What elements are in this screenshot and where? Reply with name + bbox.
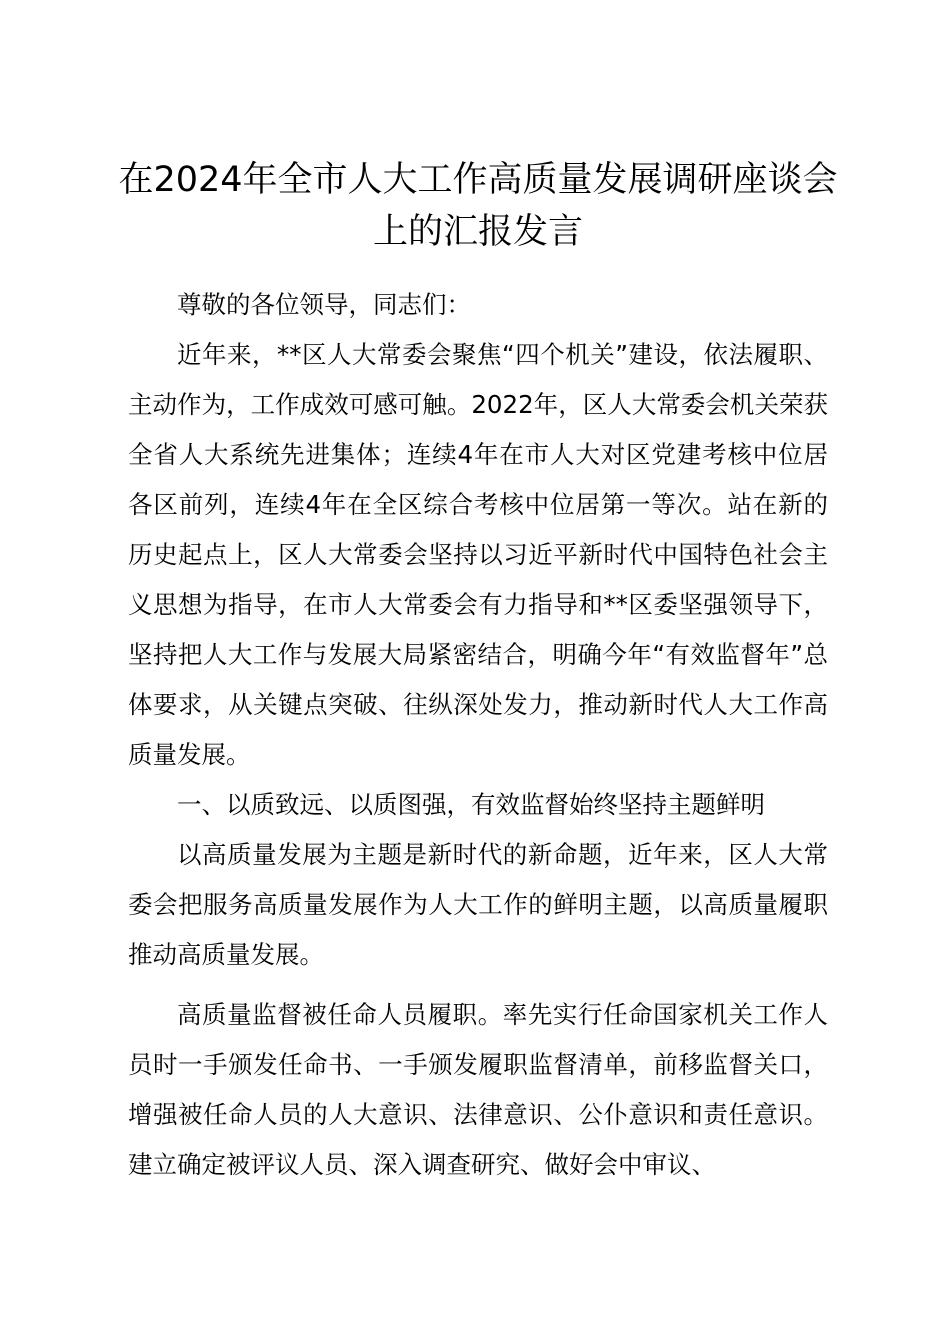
greeting-line: 尊敬的各位领导，同志们：: [177, 290, 471, 319]
document-page: [118, 0, 838, 1344]
paragraph-section-1-intro: 以高质量发展为主题是新时代的新命题，近年来，区人大常委会把服务高质量发展作为人大工作的鲜明主题，以高质量履职推动高质量发展。: [128, 840, 828, 969]
paragraph-intro: 近年来，**区人大常委会聚焦“四个机关”建设，依法履职、主动作为，工作成效可感可触。2022年，区人大常委会机关荣获全省人大系统先进集体；连续4年在市人大对区党建考核中位居各区前列，连续4年在全区综合考核中位居第一等次。站在新的历史起点上，区人大常委会坚持以习近平新时代中国特色社会主义思想为指导，在市人大常委会有力指导和**区委坚强领导下，坚持把人大工作与发展大局紧密结合，明确今年“有效监督年”总体要求，从关键点突破、往纵深处发力，推动新时代人大工作高质量发展。: [128, 340, 828, 769]
section-heading-1: 一、以质致远、以质图强，有效监督始终坚持主题鲜明: [177, 790, 765, 819]
document-body: [128, 280, 828, 1190]
document-title: 在2024年全市人大工作高质量发展调研座谈会上的汇报发言: [118, 160, 838, 252]
paragraph-supervision: 高质量监督被任命人员履职。率先实行任命国家机关工作人员时一手颁发任命书、一手颁发履职监督清单，前移监督关口，增强被任命人员的人大意识、法律意识、公仆意识和责任意识。建立确定被评议人员、深入调查研究、做好会中审议、: [128, 1000, 828, 1179]
